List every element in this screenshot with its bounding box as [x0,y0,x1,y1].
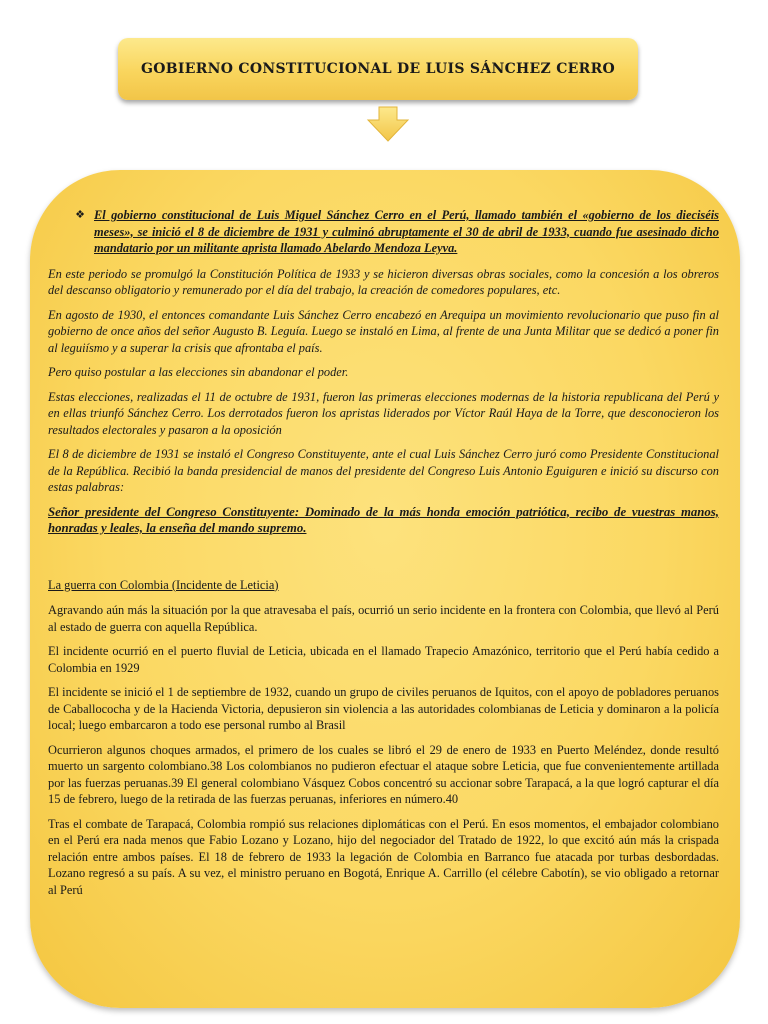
content-body [48,207,719,906]
intro-bullet [48,207,719,257]
paragraph: Tras el combate de Tarapacá, Colombia rompió sus relaciones diplomáticas con el Perú. En esos momentos, el embajador colombiano en el Perú era nada menos que Fabio Lozano y Lozano, hijo del negociador del Tratado de 1922, lo que excitó aún más la crispada relación entre ambos países. El 18 de febrero de 1933 la legación de Colombia en Barranco fue atacada por turbas desbordadas. Lozano regresó a su país. A su vez, el ministro peruano en Bogotá, Enrique A. Carrillo (el célebre Cabotín), se vio obligado a retornar al Perú [48,816,719,897]
paragraph: Ocurrieron algunos choques armados, el primero de los cuales se libró el 29 de enero de 1933 en Puerto Meléndez, donde resultó muerto un sargento colombiano.38 Los colombianos no pudieron efectuar el ataque sobre Leticia, que fue convenientemente artillada por las fuerzas peruanas.39 El general colombiano Vásquez Cobos concentró su accionar sobre Tarapacá, a la que logró capturar el día 15 de febrero, luego de la retirada de las fuerzas peruanas, inferiores en número.40 [48,742,719,806]
title-box [118,38,638,100]
inaugural-quote: Señor presidente del Congreso Constituyente: Dominado de la más honda emoción patriótica, recibo de vuestras manos, honradas y leales, la enseña del mando supremo. [48,504,719,535]
paragraph: En este periodo se promulgó la Constitución Política de 1933 y se hicieron diversas obras sociales, como la concesión a los obreros del descanso obligatorio y remunerado por el día del trabajo, la creación de comedores populares, etc. [48,266,719,297]
intro-text: El gobierno constitucional de Luis Miguel Sánchez Cerro en el Perú, llamado también el «gobierno de los dieciséis meses», se inició el 8 de diciembre de 1931 y culminó abruptamente el 30 de abril de 1933, cuando fue asesinado dicho mandatario por un militante aprista llamado Abelardo Mendoza Leyva. [94,208,719,255]
paragraph: Pero quiso postular a las elecciones sin abandonar el poder. [48,365,349,379]
section-title: La guerra con Colombia (Incidente de Leticia) [48,577,279,592]
paragraph: En agosto de 1930, el entonces comandante Luis Sánchez Cerro encabezó en Arequipa un movimiento revolucionario que puso fin al gobierno de once años del señor Augusto B. Leguía. Luego se instaló en Lima, al frente de una Junta Militar que se dedicó a poner fin al leguiísmo y a superar la crisis que afrontaba el país. [48,307,719,355]
paragraph: El incidente se inició el 1 de septiembre de 1932, cuando un grupo de civiles peruanos de Iquitos, con el apoyo de pobladores peruanos de Caballococha y de la Hacienda Victoria, depusieron sin violencia a las autoridades colombianas de Leticia y dominaron a la policía local; luego embarcaron a todo ese personal rumbo al Brasil [48,685,719,732]
paragraph: El 8 de diciembre de 1931 se instaló el Congreso Constituyente, ante el cual Luis Sánchez Cerro juró como Presidente Constitucional de la República. Recibió la banda presidencial de manos del presidente del Congreso Luis Antonio Eguiguren e inició su discurso con estas palabras: [48,447,719,494]
diamond-bullet-icon: ❖ [75,209,85,221]
down-arrow-icon [366,106,410,142]
paragraph: Agravando aún más la situación por la que atravesaba el país, ocurrió un serio incidente en la frontera con Colombia, que llevó al Perú al estado de guerra con aquella República. [48,603,719,634]
paragraph: Estas elecciones, realizadas el 11 de octubre de 1931, fueron las primeras elecciones modernas de la historia republicana del Perú y en ellas triunfó Sánchez Cerro. Los derrotados fueron los apristas liderados por Víctor Raúl Haya de la Torre, que desconocieron los resultados electorales y pasaron a la oposición [48,389,719,437]
paragraph: El incidente ocurrió en el puerto fluvial de Leticia, ubicada en el llamado Trapecio Amazónico, territorio que el Perú había cedido a Colombia en 1929 [48,644,719,675]
page-title: GOBIERNO CONSTITUCIONAL DE LUIS SÁNCHEZ CERRO [141,61,615,77]
